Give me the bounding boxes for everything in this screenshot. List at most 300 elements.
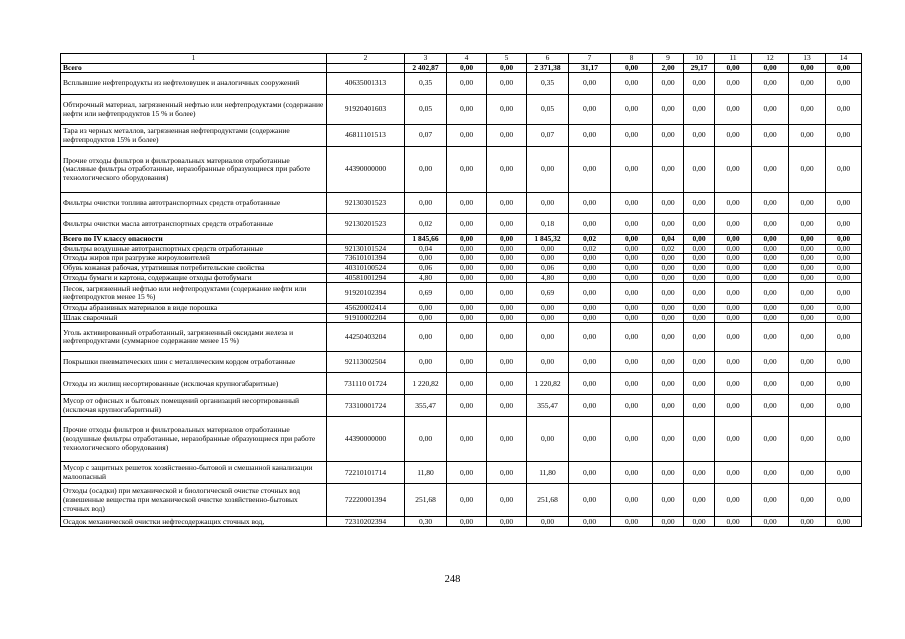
value-cell: 0,00 [826, 263, 862, 273]
value-cell: 0,00 [611, 235, 653, 245]
value-cell: 0,00 [684, 484, 715, 517]
value-cell: 0,00 [527, 352, 569, 373]
waste-name-cell: Прочие отходы фильтров и фильтровальных материалов отработанные (воздушные фильтры отработанные, неразобранные образующиеся при работе технологического оборудования) [61, 417, 327, 462]
value-cell: 0,00 [487, 417, 527, 462]
value-cell: 0,00 [569, 125, 611, 147]
value-cell: 0,00 [611, 373, 653, 395]
header-cell: 13 [789, 54, 826, 64]
value-cell: 2 371,38 [527, 63, 569, 73]
value-cell: 355,47 [405, 395, 447, 417]
value-cell: 0,00 [611, 395, 653, 417]
waste-name-cell: Фильтры воздушные автотранспортных средств отработанные [61, 244, 327, 254]
value-cell: 0,00 [715, 95, 752, 125]
value-cell: 0,00 [447, 73, 487, 95]
waste-code-cell: 45620002414 [327, 304, 405, 314]
value-cell: 0,00 [715, 395, 752, 417]
value-cell: 0,00 [826, 63, 862, 73]
value-cell: 0,00 [611, 517, 653, 527]
value-cell: 0,00 [789, 63, 826, 73]
value-cell: 0,00 [405, 352, 447, 373]
waste-name-cell: Прочие отходы фильтров и фильтровальных материалов отработанные (масляные фильтры отработанные, неразобранные образующиеся при работе технологического оборудования) [61, 147, 327, 193]
value-cell: 0,00 [569, 304, 611, 314]
value-cell: 0,00 [826, 304, 862, 314]
value-cell: 0,00 [653, 395, 684, 417]
waste-code-cell: 40310100524 [327, 263, 405, 273]
value-cell: 0,00 [752, 147, 789, 193]
value-cell: 0,00 [684, 352, 715, 373]
value-cell: 0,30 [405, 517, 447, 527]
value-cell: 0,00 [611, 323, 653, 352]
value-cell: 0,00 [715, 73, 752, 95]
value-cell: 0,02 [569, 235, 611, 245]
table-row [61, 263, 862, 273]
value-cell: 0,00 [487, 273, 527, 283]
value-cell: 0,00 [487, 517, 527, 527]
value-cell: 0,00 [826, 417, 862, 462]
value-cell: 0,00 [752, 73, 789, 95]
value-cell: 0,00 [715, 125, 752, 147]
waste-name-cell: Отходы абразивных материалов в виде порошка [61, 304, 327, 314]
value-cell: 0,00 [569, 193, 611, 214]
value-cell: 0,00 [826, 462, 862, 484]
value-cell: 0,00 [752, 313, 789, 323]
table-total-row [61, 235, 862, 245]
table-row [61, 283, 862, 304]
value-cell: 0,00 [752, 304, 789, 314]
value-cell: 0,00 [653, 214, 684, 235]
value-cell: 0,00 [789, 373, 826, 395]
value-cell: 0,00 [611, 214, 653, 235]
value-cell: 0,00 [611, 313, 653, 323]
value-cell: 0,00 [653, 73, 684, 95]
value-cell: 0,00 [826, 244, 862, 254]
table-total-row [61, 63, 862, 73]
value-cell: 355,47 [527, 395, 569, 417]
value-cell: 0,00 [826, 193, 862, 214]
value-cell: 0,00 [447, 254, 487, 264]
table-row [61, 304, 862, 314]
value-cell: 0,00 [752, 193, 789, 214]
value-cell: 1 845,32 [527, 235, 569, 245]
value-cell: 0,00 [789, 235, 826, 245]
value-cell: 0,00 [527, 517, 569, 527]
waste-name-cell: Фильтры очистки топлива автотранспортных средств отработанные [61, 193, 327, 214]
value-cell: 0,00 [789, 517, 826, 527]
header-cell: 7 [569, 54, 611, 64]
value-cell: 0,00 [752, 283, 789, 304]
value-cell: 0,00 [447, 304, 487, 314]
value-cell: 0,00 [752, 517, 789, 527]
value-cell: 0,00 [447, 147, 487, 193]
value-cell: 0,00 [447, 235, 487, 245]
value-cell: 0,00 [789, 395, 826, 417]
value-cell: 0,00 [611, 283, 653, 304]
value-cell: 0,00 [826, 352, 862, 373]
value-cell: 0,00 [715, 273, 752, 283]
value-cell: 0,00 [527, 244, 569, 254]
value-cell: 0,00 [715, 254, 752, 264]
waste-code-cell: 92130201523 [327, 214, 405, 235]
value-cell: 1 220,82 [527, 373, 569, 395]
value-cell: 0,00 [405, 323, 447, 352]
table-header-row [61, 54, 862, 64]
value-cell: 0,06 [527, 263, 569, 273]
value-cell: 0,00 [789, 73, 826, 95]
value-cell: 0,00 [487, 462, 527, 484]
value-cell: 0,00 [715, 313, 752, 323]
waste-code-cell: 73310001724 [327, 395, 405, 417]
value-cell: 0,00 [487, 373, 527, 395]
value-cell: 0,00 [789, 304, 826, 314]
value-cell: 0,00 [715, 304, 752, 314]
value-cell: 0,00 [611, 304, 653, 314]
value-cell: 0,00 [684, 283, 715, 304]
value-cell: 0,00 [715, 147, 752, 193]
waste-code-cell: 73610101394 [327, 254, 405, 264]
value-cell: 0,00 [826, 73, 862, 95]
value-cell: 0,00 [789, 263, 826, 273]
value-cell: 0,00 [789, 417, 826, 462]
waste-code-cell: 72220001394 [327, 484, 405, 517]
waste-code-cell: 92130101524 [327, 244, 405, 254]
value-cell: 0,00 [447, 273, 487, 283]
value-cell: 0,00 [715, 373, 752, 395]
value-cell: 0,00 [653, 373, 684, 395]
value-cell: 0,00 [752, 214, 789, 235]
value-cell: 0,00 [715, 244, 752, 254]
value-cell: 0,00 [752, 417, 789, 462]
value-cell: 0,00 [752, 373, 789, 395]
value-cell: 0,18 [527, 214, 569, 235]
value-cell: 0,00 [527, 304, 569, 314]
value-cell: 0,00 [752, 235, 789, 245]
value-cell: 0,00 [715, 323, 752, 352]
value-cell: 0,00 [789, 125, 826, 147]
value-cell: 0,00 [527, 193, 569, 214]
value-cell: 0,00 [715, 462, 752, 484]
value-cell: 0,00 [487, 125, 527, 147]
table-row [61, 323, 862, 352]
value-cell: 0,00 [789, 462, 826, 484]
value-cell: 0,00 [684, 73, 715, 95]
waste-name-cell: Обтирочный материал, загрязненный нефтью или нефтепродуктами (содержание нефти или нефтепродуктов 15 % и более) [61, 95, 327, 125]
table-row [61, 95, 862, 125]
value-cell: 0,00 [487, 352, 527, 373]
value-cell: 0,00 [487, 304, 527, 314]
header-cell: 2 [327, 54, 405, 64]
value-cell: 0,00 [569, 95, 611, 125]
value-cell: 0,00 [684, 304, 715, 314]
value-cell: 1 845,66 [405, 235, 447, 245]
value-cell: 0,00 [447, 283, 487, 304]
value-cell: 0,02 [653, 244, 684, 254]
value-cell: 0,00 [447, 462, 487, 484]
value-cell: 0,00 [447, 214, 487, 235]
waste-code-cell: 72310202394 [327, 517, 405, 527]
value-cell: 0,69 [405, 283, 447, 304]
value-cell: 0,00 [569, 517, 611, 527]
waste-code-cell: 44390000000 [327, 147, 405, 193]
value-cell: 0,00 [653, 352, 684, 373]
table-row [61, 254, 862, 264]
value-cell: 0,00 [569, 323, 611, 352]
value-cell: 0,00 [684, 125, 715, 147]
value-cell: 0,00 [826, 484, 862, 517]
waste-code-cell [327, 63, 405, 73]
value-cell: 0,00 [405, 313, 447, 323]
value-cell: 0,07 [527, 125, 569, 147]
value-cell: 0,04 [653, 235, 684, 245]
table-row [61, 214, 862, 235]
value-cell: 0,00 [611, 254, 653, 264]
value-cell: 0,00 [487, 323, 527, 352]
table-row [61, 73, 862, 95]
header-cell: 5 [487, 54, 527, 64]
value-cell: 4,80 [527, 273, 569, 283]
page-number: 248 [444, 574, 461, 585]
table-row [61, 484, 862, 517]
waste-name-cell: Покрышки пневматических шин с металлическим кордом отработанные [61, 352, 327, 373]
value-cell: 0,07 [405, 125, 447, 147]
value-cell: 0,00 [715, 263, 752, 273]
value-cell: 0,00 [611, 63, 653, 73]
value-cell: 0,00 [569, 147, 611, 193]
value-cell: 0,00 [826, 323, 862, 352]
value-cell: 0,00 [611, 147, 653, 193]
value-cell: 0,00 [684, 235, 715, 245]
value-cell: 0,00 [826, 273, 862, 283]
value-cell: 0,00 [487, 395, 527, 417]
value-cell: 0,00 [789, 273, 826, 283]
waste-code-cell: 91920401603 [327, 95, 405, 125]
value-cell: 0,00 [684, 273, 715, 283]
table-row [61, 462, 862, 484]
value-cell: 0,00 [789, 147, 826, 193]
value-cell: 0,00 [715, 214, 752, 235]
value-cell: 0,00 [653, 323, 684, 352]
value-cell: 0,00 [653, 484, 684, 517]
value-cell: 0,00 [715, 283, 752, 304]
value-cell: 0,35 [527, 73, 569, 95]
value-cell: 0,00 [487, 313, 527, 323]
value-cell: 0,00 [789, 352, 826, 373]
table-row [61, 417, 862, 462]
value-cell: 0,00 [487, 95, 527, 125]
value-cell: 0,00 [752, 395, 789, 417]
table-row [61, 244, 862, 254]
value-cell: 0,00 [447, 263, 487, 273]
value-cell: 0,00 [569, 73, 611, 95]
value-cell: 0,00 [653, 313, 684, 323]
value-cell: 0,00 [447, 484, 487, 517]
table-row [61, 193, 862, 214]
value-cell: 0,00 [653, 147, 684, 193]
value-cell: 0,00 [611, 462, 653, 484]
value-cell: 0,00 [826, 95, 862, 125]
header-cell: 3 [405, 54, 447, 64]
value-cell: 0,00 [752, 484, 789, 517]
waste-name-cell: Отходы жиров при разгрузке жироуловителей [61, 254, 327, 264]
value-cell: 0,00 [826, 235, 862, 245]
value-cell: 0,00 [684, 244, 715, 254]
value-cell: 0,00 [447, 63, 487, 73]
header-cell: 12 [752, 54, 789, 64]
value-cell: 0,00 [715, 63, 752, 73]
waste-name-cell: Фильтры очистки масла автотранспортных средств отработанные [61, 214, 327, 235]
value-cell: 0,00 [826, 313, 862, 323]
value-cell: 0,00 [752, 125, 789, 147]
value-cell: 0,02 [405, 214, 447, 235]
table-row [61, 352, 862, 373]
table-row [61, 373, 862, 395]
value-cell: 0,00 [487, 214, 527, 235]
waste-code-cell: 731110 01724 [327, 373, 405, 395]
value-cell: 0,00 [569, 373, 611, 395]
value-cell: 0,00 [653, 193, 684, 214]
value-cell: 0,00 [684, 313, 715, 323]
value-cell: 0,00 [569, 462, 611, 484]
waste-name-cell: Всего [61, 63, 327, 73]
value-cell: 0,00 [405, 254, 447, 264]
value-cell: 0,00 [826, 373, 862, 395]
value-cell: 0,00 [752, 462, 789, 484]
value-cell: 0,00 [653, 254, 684, 264]
value-cell: 251,68 [527, 484, 569, 517]
value-cell: 0,00 [653, 304, 684, 314]
value-cell: 0,00 [684, 517, 715, 527]
value-cell: 0,00 [715, 235, 752, 245]
value-cell: 0,00 [487, 283, 527, 304]
value-cell: 0,00 [789, 214, 826, 235]
value-cell: 0,00 [527, 147, 569, 193]
value-cell: 0,00 [569, 214, 611, 235]
value-cell: 0,00 [447, 323, 487, 352]
value-cell: 0,00 [611, 484, 653, 517]
value-cell: 0,00 [447, 244, 487, 254]
value-cell: 0,00 [405, 304, 447, 314]
value-cell: 0,00 [527, 254, 569, 264]
value-cell: 0,00 [569, 484, 611, 517]
waste-name-cell: Отходы (осадки) при механической и биологической очистке сточных вод (взвешенные вещества при механической очистке хозяйственно-бытовых сточных вод) [61, 484, 327, 517]
value-cell: 0,00 [684, 373, 715, 395]
value-cell: 0,00 [653, 283, 684, 304]
value-cell: 0,05 [527, 95, 569, 125]
value-cell: 0,00 [447, 95, 487, 125]
value-cell: 0,00 [789, 313, 826, 323]
value-cell: 0,00 [715, 484, 752, 517]
value-cell: 0,00 [611, 417, 653, 462]
value-cell: 0,00 [752, 63, 789, 73]
value-cell: 0,00 [569, 283, 611, 304]
value-cell: 0,00 [487, 193, 527, 214]
value-cell: 0,00 [527, 417, 569, 462]
value-cell: 0,00 [611, 95, 653, 125]
value-cell: 0,00 [789, 193, 826, 214]
header-cell: 10 [684, 54, 715, 64]
value-cell: 0,00 [752, 95, 789, 125]
value-cell: 0,00 [487, 147, 527, 193]
value-cell: 0,00 [826, 283, 862, 304]
waste-code-cell: 91920102394 [327, 283, 405, 304]
value-cell: 0,00 [527, 313, 569, 323]
table-row [61, 125, 862, 147]
waste-name-cell: Обувь кожаная рабочая, утратившая потребительские свойства [61, 263, 327, 273]
value-cell: 0,00 [684, 254, 715, 264]
waste-name-cell: Шлак сварочный [61, 313, 327, 323]
value-cell: 0,00 [405, 147, 447, 193]
value-cell: 0,00 [487, 244, 527, 254]
value-cell: 0,00 [789, 484, 826, 517]
value-cell: 0,00 [611, 193, 653, 214]
waste-code-cell: 72210101714 [327, 462, 405, 484]
value-cell: 0,00 [447, 125, 487, 147]
value-cell: 0,00 [715, 193, 752, 214]
value-cell: 0,00 [684, 214, 715, 235]
waste-code-cell: 91910002204 [327, 313, 405, 323]
header-cell: 1 [61, 54, 327, 64]
value-cell: 0,00 [752, 323, 789, 352]
value-cell: 0,00 [447, 417, 487, 462]
value-cell: 0,00 [569, 395, 611, 417]
value-cell: 0,00 [752, 263, 789, 273]
value-cell: 0,00 [752, 244, 789, 254]
value-cell: 0,00 [752, 352, 789, 373]
value-cell: 0,00 [826, 147, 862, 193]
waste-code-cell: 92130301523 [327, 193, 405, 214]
value-cell: 2,00 [653, 63, 684, 73]
value-cell: 0,06 [405, 263, 447, 273]
value-cell: 0,00 [684, 323, 715, 352]
value-cell: 0,00 [611, 73, 653, 95]
value-cell: 0,00 [789, 244, 826, 254]
value-cell: 0,00 [752, 273, 789, 283]
header-cell: 8 [611, 54, 653, 64]
waste-name-cell: Отходы бумаги и картона, содержащие отходы фотобумаги [61, 273, 327, 283]
value-cell: 0,00 [447, 395, 487, 417]
value-cell: 0,00 [569, 352, 611, 373]
value-cell: 0,00 [487, 484, 527, 517]
value-cell: 0,00 [653, 462, 684, 484]
value-cell: 11,80 [527, 462, 569, 484]
value-cell: 0,00 [684, 417, 715, 462]
value-cell: 0,00 [447, 313, 487, 323]
value-cell: 0,00 [653, 263, 684, 273]
value-cell: 0,04 [405, 244, 447, 254]
waste-name-cell: Уголь активированный отработанный, загрязненный оксидами железа и нефтепродуктами (суммарное содержание менее 15 %) [61, 323, 327, 352]
waste-name-cell: Тара из черных металлов, загрязненная нефтепродуктами (содержание нефтепродуктов 15% и более) [61, 125, 327, 147]
table-row [61, 147, 862, 193]
value-cell: 0,00 [684, 395, 715, 417]
value-cell: 0,35 [405, 73, 447, 95]
value-cell: 0,00 [569, 313, 611, 323]
value-cell: 0,00 [684, 193, 715, 214]
value-cell: 31,17 [569, 63, 611, 73]
waste-name-cell: Осадок механической очистки нефтесодержащих сточных вод, [61, 517, 327, 527]
value-cell: 0,00 [487, 73, 527, 95]
value-cell: 0,05 [405, 95, 447, 125]
value-cell: 0,00 [715, 517, 752, 527]
value-cell: 0,00 [715, 352, 752, 373]
waste-code-cell: 46811101513 [327, 125, 405, 147]
waste-code-cell: 40581001294 [327, 273, 405, 283]
waste-code-cell: 44250403204 [327, 323, 405, 352]
waste-name-cell: Мусор от офисных и бытовых помещений организаций несортированный (исключая крупногабаритный) [61, 395, 327, 417]
value-cell: 0,00 [611, 273, 653, 283]
value-cell: 0,00 [789, 95, 826, 125]
value-cell: 0,00 [611, 352, 653, 373]
table-row [61, 517, 862, 527]
value-cell: 0,00 [527, 323, 569, 352]
